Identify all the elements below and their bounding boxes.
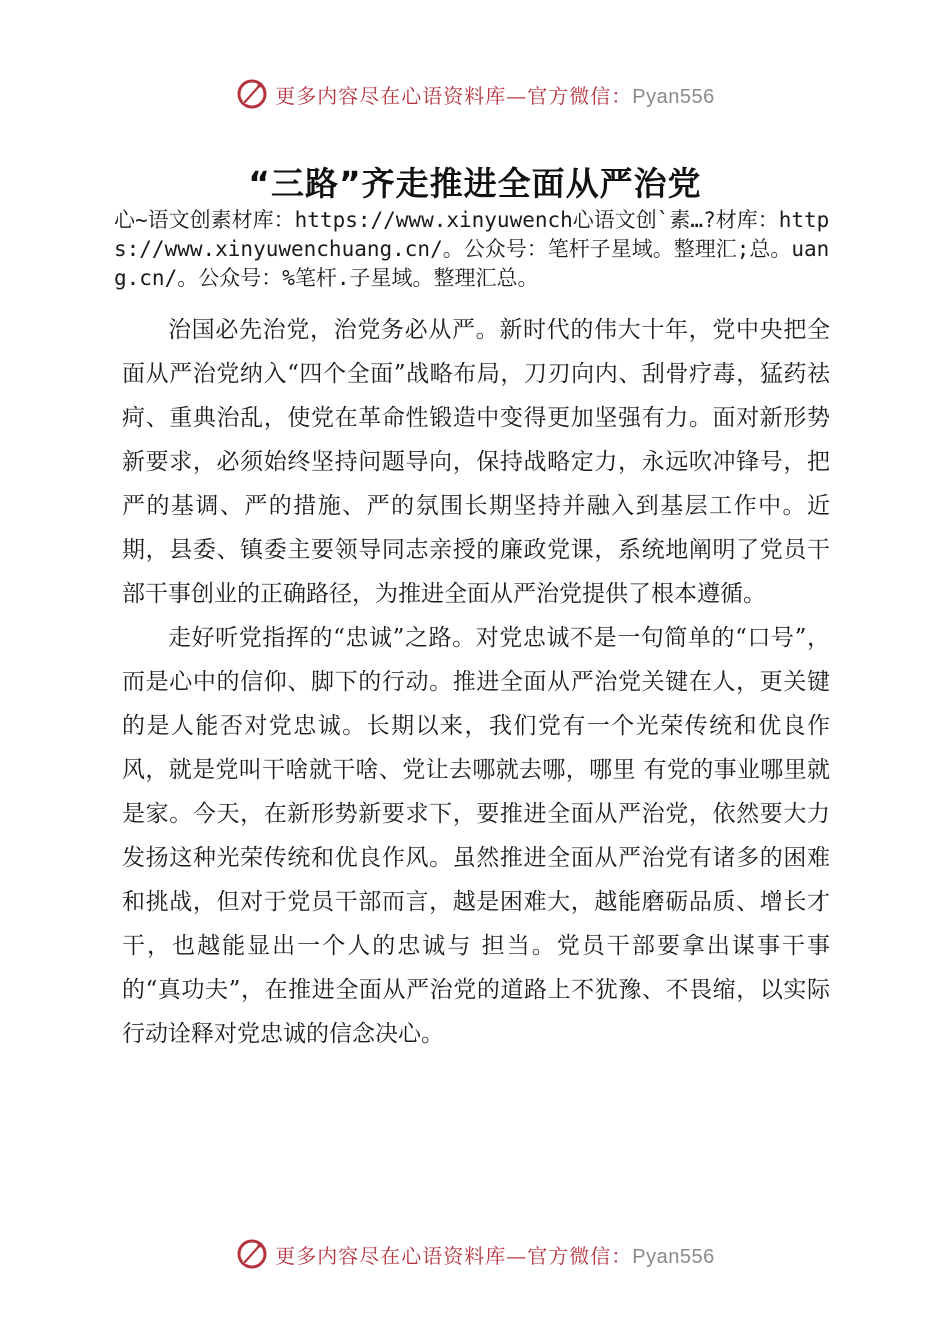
source-line: 心~语文创素材库：https://www.xinyuwench心语文创`素…?材库：https://www.xinyuwenchuang.cn/。公众号：笔杆子星域。整理汇;总。uang.cn/。公众号：%笔杆.子星域。整理汇总。 [114, 208, 830, 290]
paragraph: 走好听党指挥的“忠诚”之路。对党忠诚不是一句简单的“口号”，而是心中的信仰、脚下的行动。推进全面从严治党关键在人，更关键的是人能否对党忠诚。长期以来，我们党有一个光荣传统和优良作风，就是党叫干啥就干啥、党让去哪就去哪，哪里 有党的事业哪里就是家。今天，在新形势新要求下，要推进全面从严治党，依然要大力发扬这种光荣传统和优良作风。虽然推进全面从严治党有诸多的困难和挑战，但对于党员干部而言，越是困难大，越能磨砺品质、增长才干，也越能显出一个人的忠诚与 担当。党员干部要拿出谋事干事的“真功夫”，在推进全面从严治党的道路上不犹豫、不畏缩，以实际行动诠释对党忠诚的信念决心。 [122, 625, 830, 1047]
footer-wechat-id: Pyan556 [632, 1245, 715, 1268]
header-wechat-id: Pyan556 [632, 85, 715, 108]
header-banner [0, 72, 950, 116]
footer-banner-text: 更多内容尽在心语资料库—官方微信： [275, 1243, 633, 1268]
paragraph: 治国必先治党，治党务必从严。新时代的伟大十年，党中央把全面从严治党纳入“四个全面”战略布局，刀刃向内、刮骨疗毒，猛药祛疴、重典治乱，使党在革命性锻造中变得更加坚强有力。面对新形势新要求，必须始终坚持问题导向，保持战略定力，永远吹冲锋号，把严的基调、严的措施、严的氛围长期坚持并融入到基层工作中。近期，县委、镇委主要领导同志亲授的廉政党课，系统地阐明了党员干部干事创业的正确路径，为推进全面从严治党提供了根本遵循。 [122, 317, 830, 607]
document-body [122, 308, 830, 1056]
footer-banner [0, 1232, 950, 1276]
brush-logo-icon [235, 1237, 269, 1271]
header-banner-text: 更多内容尽在心语资料库—官方微信： [275, 83, 633, 108]
document-title: “三路”齐走推进全面从严治党 [248, 164, 702, 203]
brush-logo-icon [235, 77, 269, 111]
